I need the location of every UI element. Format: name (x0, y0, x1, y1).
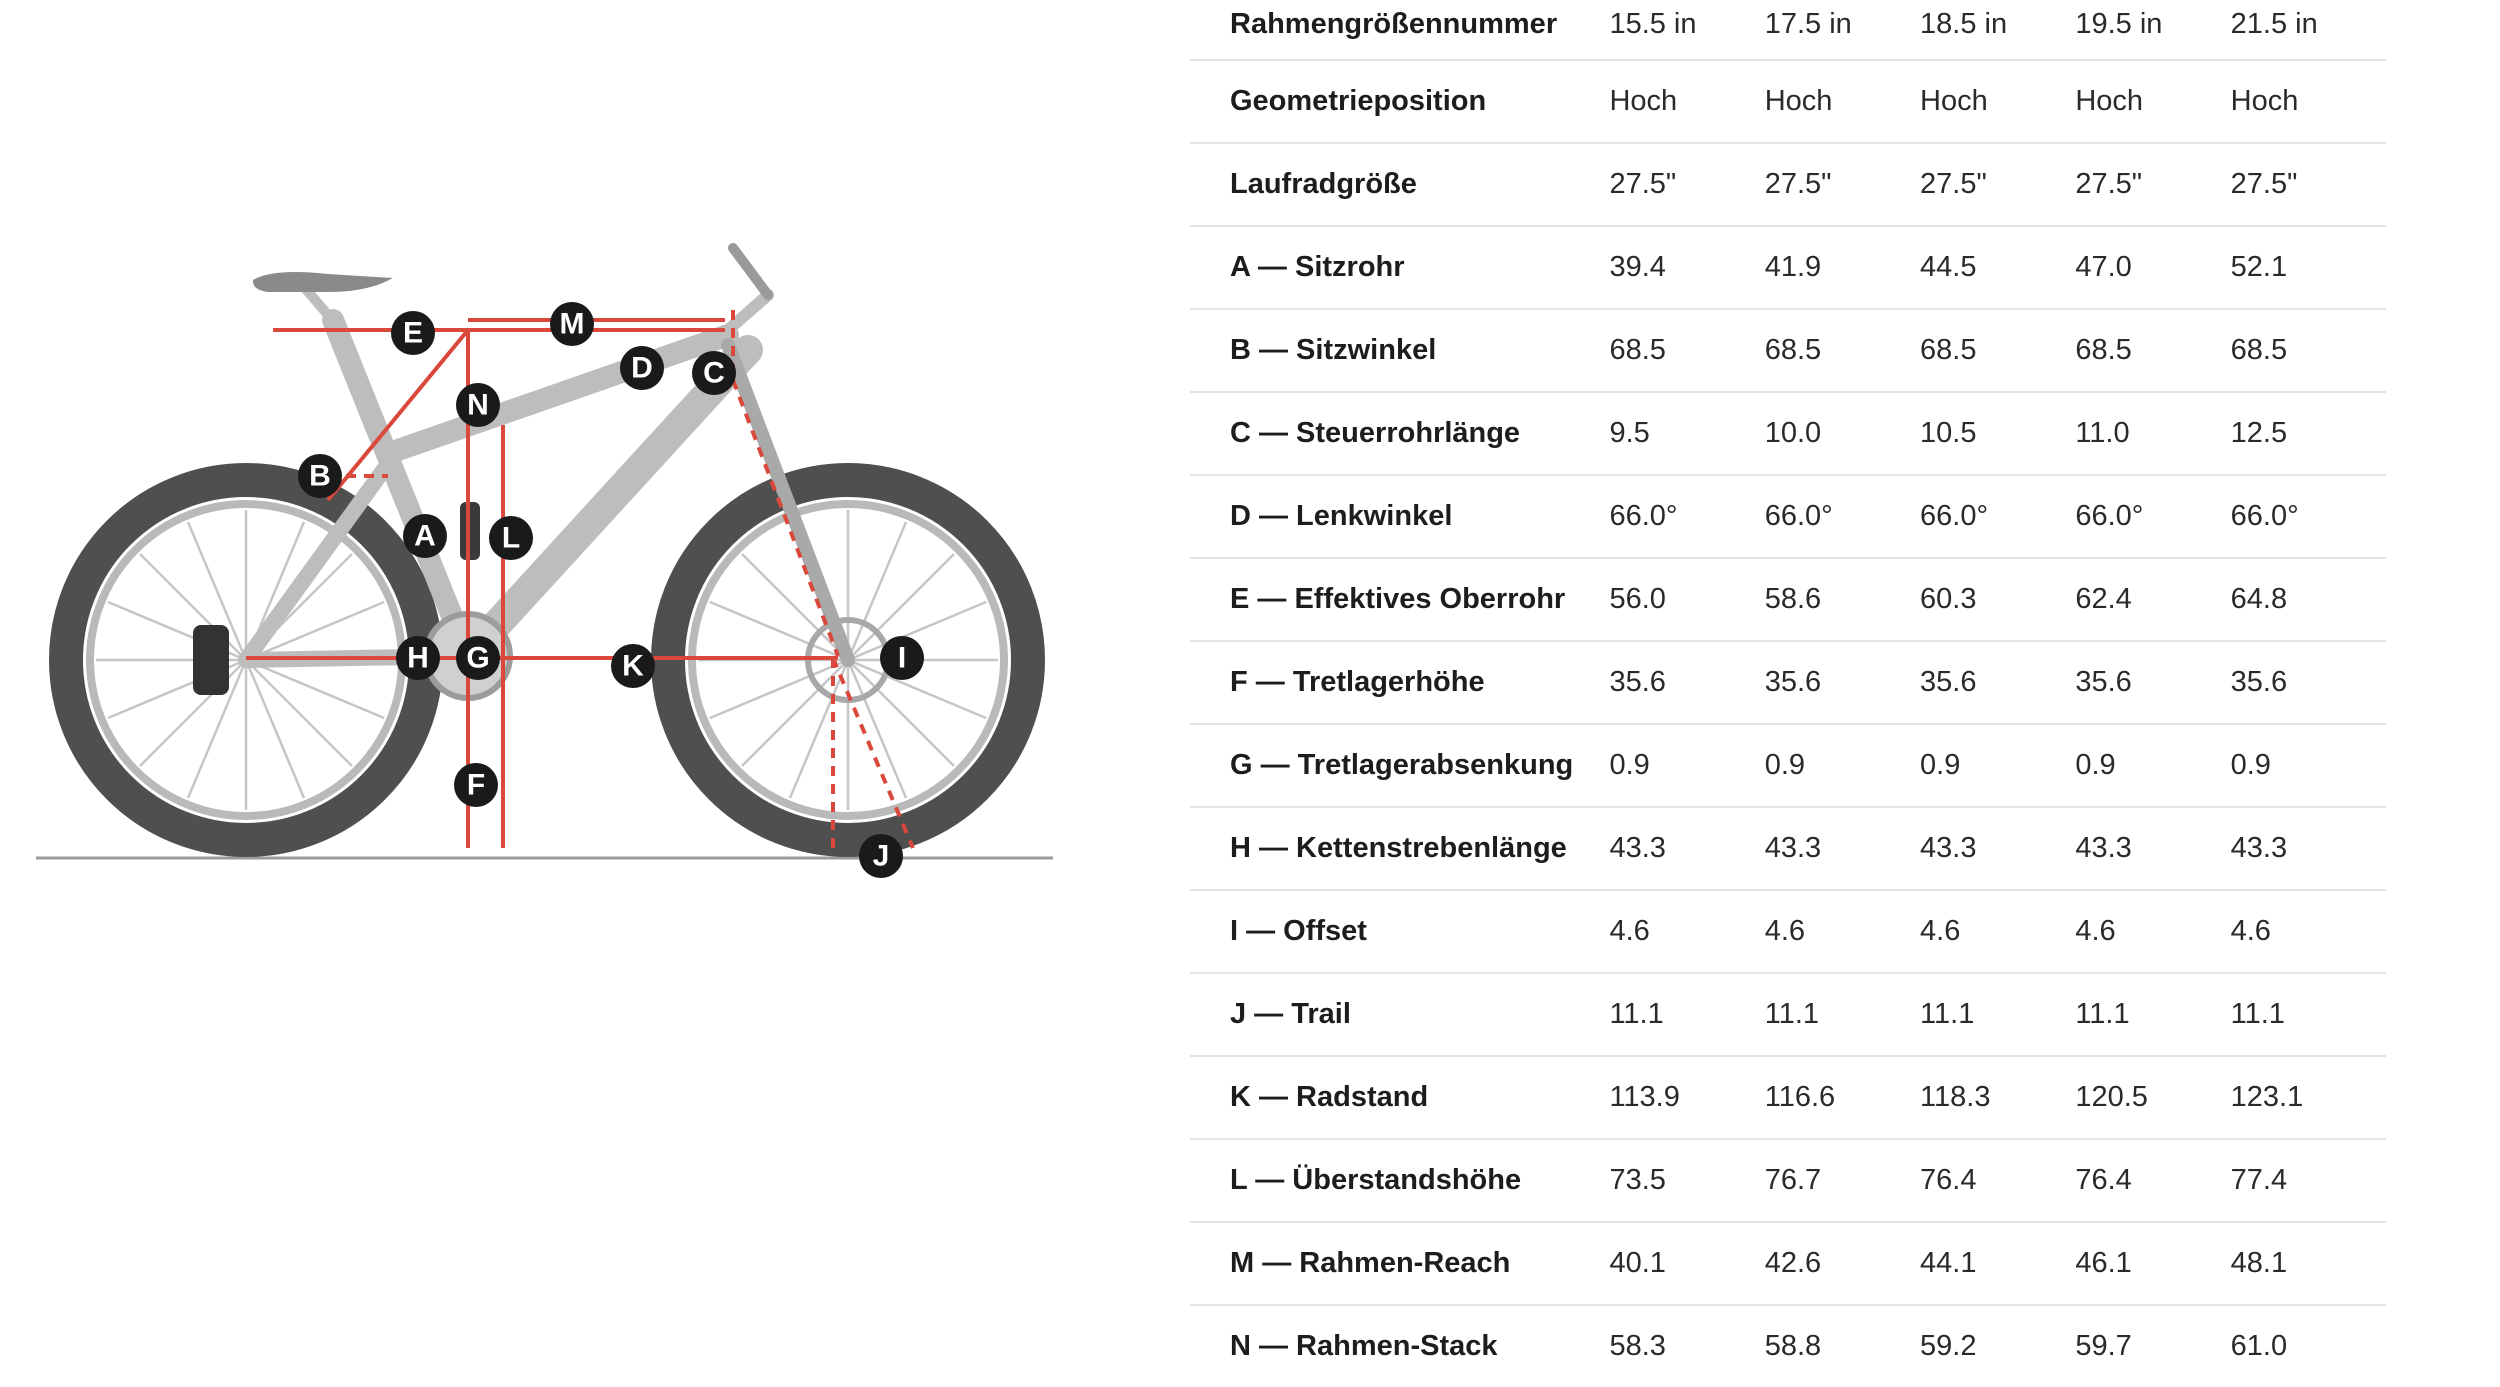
cell-value: 15.5 in (1609, 0, 1764, 60)
cell-value: Hoch (1609, 60, 1764, 143)
table-row (1190, 1139, 2386, 1222)
row-label: G — Tretlagerabsenkung (1190, 724, 1609, 807)
cell-value: 27.5" (1920, 143, 2075, 226)
cell-value: 11.1 (1765, 973, 1920, 1056)
cell-value: 35.6 (1609, 641, 1764, 724)
marker-k (611, 644, 655, 688)
table-row (1190, 60, 2386, 143)
row-label: Rahmengrößennummer (1190, 0, 1609, 60)
svg-text:M: M (559, 307, 585, 341)
cell-value: 27.5" (1765, 143, 1920, 226)
cell-value: 21.5 in (2231, 0, 2386, 60)
cell-value: 68.5 (2075, 309, 2230, 392)
cell-value: 66.0° (1920, 475, 2075, 558)
cell-value: 62.4 (2075, 558, 2230, 641)
marker-f (454, 763, 498, 807)
marker-b (298, 454, 342, 498)
row-label: C — Steuerrohrlänge (1190, 392, 1609, 475)
cell-value: 116.6 (1765, 1056, 1920, 1139)
marker-i (880, 636, 924, 680)
cell-value: 44.5 (1920, 226, 2075, 309)
cell-value: 76.4 (2075, 1139, 2230, 1222)
cell-value: 10.5 (1920, 392, 2075, 475)
cell-value: 64.8 (2231, 558, 2386, 641)
svg-text:B: B (309, 459, 331, 493)
cell-value: 76.7 (1765, 1139, 1920, 1222)
cell-value: 27.5" (2075, 143, 2230, 226)
bike-geometry-figure (28, 220, 1068, 920)
cell-value: 42.6 (1765, 1222, 1920, 1305)
cell-value: 68.5 (1920, 309, 2075, 392)
cell-value: 4.6 (1920, 890, 2075, 973)
cell-value: 19.5 in (2075, 0, 2230, 60)
row-label: D — Lenkwinkel (1190, 475, 1609, 558)
row-label: J — Trail (1190, 973, 1609, 1056)
svg-text:K: K (622, 649, 644, 683)
cell-value: 56.0 (1609, 558, 1764, 641)
rear-derailleur (193, 625, 229, 695)
cell-value: 123.1 (2231, 1056, 2386, 1139)
cell-value: 60.3 (1920, 558, 2075, 641)
cell-value: 27.5" (1609, 143, 1764, 226)
svg-text:C: C (703, 356, 725, 390)
table-row (1190, 309, 2386, 392)
cell-value: 58.6 (1765, 558, 1920, 641)
cell-value: 0.9 (2075, 724, 2230, 807)
cell-value: 35.6 (2075, 641, 2230, 724)
row-label: N — Rahmen-Stack (1230, 1330, 1498, 1362)
table-row (1190, 475, 2386, 558)
marker-j (859, 834, 903, 878)
cell-value: 68.5 (1765, 309, 1920, 392)
cell-value: 0.9 (2231, 724, 2386, 807)
cell-value: 44.1 (1920, 1222, 2075, 1305)
svg-text:I: I (897, 641, 907, 675)
table-row (1190, 1305, 2386, 1387)
cell-value: 35.6 (1765, 641, 1920, 724)
bike-frame (246, 248, 848, 660)
marker-c (692, 351, 736, 395)
cell-value: 66.0° (2231, 475, 2386, 558)
cell-value: 47.0 (2075, 226, 2230, 309)
table-row (1190, 973, 2386, 1056)
table-row (1190, 1222, 2386, 1305)
row-label: A — Sitzrohr (1190, 226, 1609, 309)
row-label: B — Sitzwinkel (1190, 309, 1609, 392)
cell-value: 73.5 (1609, 1139, 1764, 1222)
marker-h (396, 636, 440, 680)
row-label: Laufradgröße (1190, 143, 1609, 226)
svg-text:J: J (872, 839, 890, 873)
cell-value: Hoch (2075, 60, 2230, 143)
cell-value: 113.9 (1609, 1056, 1764, 1139)
cell-value: 10.0 (1765, 392, 1920, 475)
cell-value: 18.5 in (1920, 0, 2075, 60)
row-label: L — Überstandshöhe (1190, 1139, 1609, 1222)
cell-value: 66.0° (1609, 475, 1764, 558)
cell-value: 11.1 (2075, 973, 2230, 1056)
cell-value: 39.4 (1609, 226, 1764, 309)
cell-value: Hoch (1765, 60, 1920, 143)
cell-value: 68.5 (1609, 309, 1764, 392)
cell-value: 43.3 (2075, 807, 2230, 890)
cell-value: 48.1 (2231, 1222, 2386, 1305)
cell-value: 59.7 (2075, 1330, 2132, 1362)
saddle (253, 272, 393, 292)
table-row (1190, 807, 2386, 890)
cell-value: 46.1 (2075, 1222, 2230, 1305)
cell-value: 4.6 (1765, 890, 1920, 973)
svg-text:D: D (631, 351, 653, 385)
cell-value: 11.0 (2075, 392, 2230, 475)
row-label: F — Tretlagerhöhe (1190, 641, 1609, 724)
cell-value: 61.0 (2230, 1330, 2288, 1362)
marker-g (456, 636, 500, 680)
cell-value: 12.5 (2231, 392, 2386, 475)
cell-value: 27.5" (2231, 143, 2386, 226)
cell-value: 0.9 (1609, 724, 1764, 807)
table-row (1190, 558, 2386, 641)
marker-a (403, 514, 447, 558)
row-label: I — Offset (1190, 890, 1609, 973)
geometry-table (1190, 0, 2386, 1387)
svg-text:G: G (466, 641, 490, 675)
cell-value: 41.9 (1765, 226, 1920, 309)
cell-value: 9.5 (1609, 392, 1764, 475)
marker-l (489, 516, 533, 560)
cell-value: 66.0° (2075, 475, 2230, 558)
cell-value: 68.5 (2231, 309, 2386, 392)
row-label: M — Rahmen-Reach (1190, 1222, 1609, 1305)
cell-value: 58.3 (1609, 1330, 1666, 1362)
cell-value: 52.1 (2231, 226, 2386, 309)
svg-text:F: F (466, 768, 486, 802)
table-row (1190, 724, 2386, 807)
table-row (1190, 143, 2386, 226)
cell-value: Hoch (2231, 60, 2386, 143)
marker-d (620, 346, 664, 390)
row-label: Geometrieposition (1190, 60, 1609, 143)
cell-value: 4.6 (2075, 890, 2230, 973)
cell-value: 35.6 (2231, 641, 2386, 724)
marker-n (456, 383, 500, 427)
svg-text:N: N (467, 388, 489, 422)
table-row (1190, 392, 2386, 475)
table-row (1190, 641, 2386, 724)
svg-text:L: L (501, 521, 521, 555)
cell-value: 66.0° (1765, 475, 1920, 558)
cell-value: 17.5 in (1765, 0, 1920, 60)
cell-value: 4.6 (2231, 890, 2386, 973)
cell-value: 43.3 (1920, 807, 2075, 890)
table-row (1190, 226, 2386, 309)
table-row (1190, 890, 2386, 973)
cell-value: 43.3 (2231, 807, 2386, 890)
cell-value: 0.9 (1920, 724, 2075, 807)
cell-value: 120.5 (2075, 1056, 2230, 1139)
cell-value: Hoch (1920, 60, 2075, 143)
row-label: E — Effektives Oberrohr (1190, 558, 1609, 641)
cell-value: 43.3 (1765, 807, 1920, 890)
cell-value: 11.1 (1609, 973, 1764, 1056)
svg-text:H: H (407, 641, 429, 675)
cell-value: 35.6 (1920, 641, 2075, 724)
cell-value: 59.2 (1920, 1330, 1977, 1362)
cell-value: 4.6 (1609, 890, 1764, 973)
table-row (1190, 0, 2386, 60)
cell-value: 0.9 (1765, 724, 1920, 807)
row-label: K — Radstand (1190, 1056, 1609, 1139)
bike-geometry-illustration (28, 220, 1068, 920)
cell-value: 11.1 (1920, 973, 2075, 1056)
row-label: H — Kettenstrebenlänge (1190, 807, 1609, 890)
cell-value: 118.3 (1920, 1056, 2075, 1139)
svg-text:A: A (414, 519, 436, 553)
cell-value: 43.3 (1609, 807, 1764, 890)
cell-value: 77.4 (2231, 1139, 2386, 1222)
cell-value: 11.1 (2231, 973, 2386, 1056)
marker-m (550, 302, 594, 346)
cell-value: 58.8 (1764, 1330, 1822, 1362)
cell-value: 76.4 (1920, 1139, 2075, 1222)
marker-e (391, 311, 435, 355)
svg-text:E: E (402, 316, 424, 350)
cell-value: 40.1 (1609, 1222, 1764, 1305)
table-row (1190, 1056, 2386, 1139)
